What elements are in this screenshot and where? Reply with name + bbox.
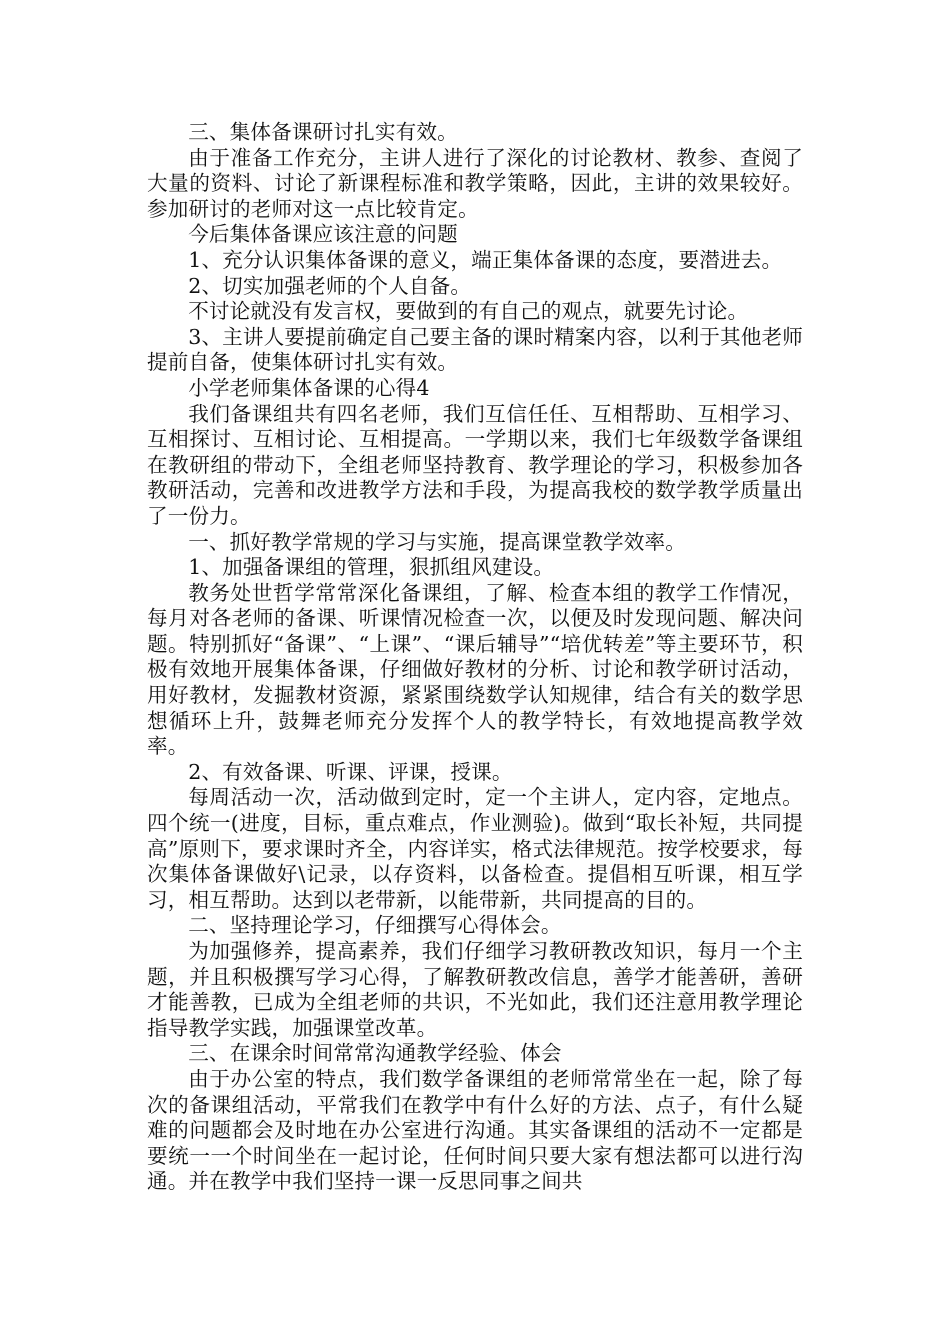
paragraph-issue-1: 1、充分认识集体备课的意义，端正集体备课的态度，要潜进去。 [188,247,783,272]
subheading-effective-prep: 2、有效备课、听课、评课，授课。 [188,759,513,784]
paragraph-self-improvement: 为加强修养，提高素养，我们仔细学习教研教改知识，每月一个主题，并且积极撰写学习心得，了解教研教改信息，善学才能善研，善研才能善教，已成为全组老师的共识，不光如此，我们还注意用教学理论指导教学实践，加强课堂改革。 [147,939,803,1040]
section-heading-communication: 三、在课余时间常常沟通教学经验、体会 [188,1041,562,1066]
section-heading-collective-prep: 三、集体备课研讨扎实有效。 [188,120,458,144]
subheading-issues: 今后集体备课应该注意的问题 [188,222,458,247]
paragraph-issue-2: 2、切实加强老师的个人自备。 [188,273,472,298]
paragraph-office: 由于办公室的特点，我们数学备课组的老师常常坐在一起，除了每次的备课组活动，平常我们在教学中有什么好的方法、点子，有什么疑难的问题都会及时地在办公室进行沟通。其实备课组的活动不一定都是要统一一个时间坐在一起讨论，任何时间只要大家有想法都可以进行沟通。并在教学中我们坚持一课一反思同事之间共 [147,1066,803,1194]
paragraph-academic-affairs: 教务处世哲学常常深化备课组，了解、检查本组的教学工作情况，每月对各老师的备课、听课情况检查一次，以便及时发现问题、解决问题。特别抓好“备课”、“上课”、“课后辅导”“培优转差”等主要环节，积极有效地开展集体备课，仔细做好教材的分析、讨论和教学研讨活动，用好教材，发掘教材资源，紧紧围绕数学认知规律，结合有关的数学思想循环上升，鼓舞老师充分发挥个人的教学特长，有效地提高教学效率。 [147,580,803,759]
document-body [147,120,803,1195]
paragraph-preparation: 由于准备工作充分，主讲人进行了深化的讨论教材、教参、查阅了大量的资料、讨论了新课程标准和教学策略，因此，主讲的效果较好。参加研讨的老师对这一点比较肯定。 [147,145,803,221]
subheading-management: 1、加强备课组的管理，狠抓组风建设。 [188,555,555,580]
paragraph-team-intro: 我们备课组共有四名老师，我们互信任任、互相帮助、互相学习、互相探讨、互相讨论、互相提高。一学期以来，我们七年级数学备课组在教研组的带动下，全组老师坚持教育、教学理论的学习，积极参加各教研活动，完善和改进教学方法和手段，为提高我校的数学教学质量出了一份力。 [147,401,803,528]
paragraph-weekly-activity: 每周活动一次，活动做到定时，定一个主讲人，定内容，定地点。四个统一(进度，目标，重点难点，作业测验)。做到“取长补短，共同提高”原则下，要求课时齐全，内容详实，格式法律规范。按学校要求，每次集体备课做好\记录，以存资料，以备检查。提倡相互听课，相互学习，相互帮助。达到以老带新，以能带新，共同提高的目的。 [147,785,803,912]
paragraph-no-discussion: 不讨论就没有发言权，要做到的有自己的观点，就要先讨论。 [188,299,749,324]
section-heading-theory: 二、坚持理论学习，仔细撰写心得体会。 [188,913,562,938]
section-heading-routine: 一、抓好教学常规的学习与实施，提高课堂教学效率。 [188,529,687,554]
section-title-experience-4: 小学老师集体备课的心得4 [188,375,430,400]
paragraph-issue-3: 3、主讲人要提前确定自己要主备的课时精案内容，以利于其他老师提前自备，使集体研讨扎实有效。 [147,324,804,375]
